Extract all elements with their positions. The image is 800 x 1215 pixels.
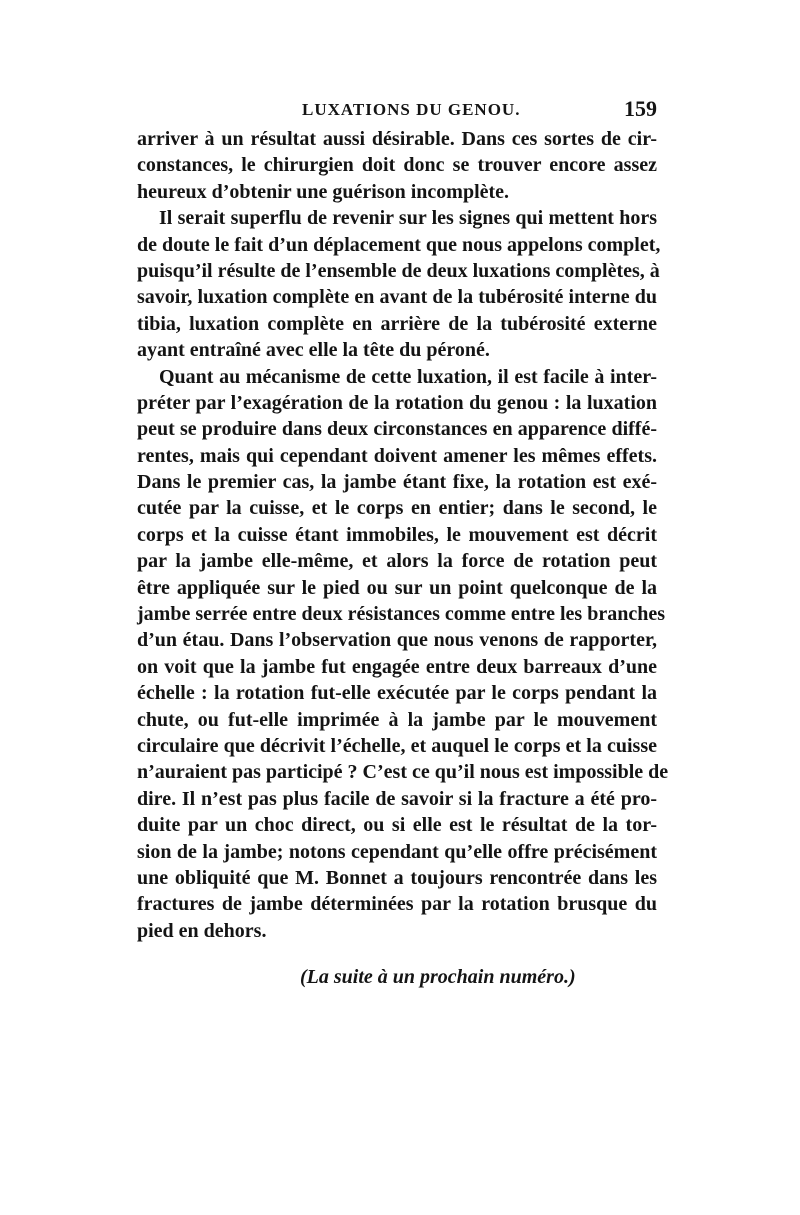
text-line: on voit que la jambe fut engagée entre deux barreaux d’une [137,655,657,678]
text-line: n’auraient pas participé ? C’est ce qu’il nous est impossible de [137,761,669,784]
text-line: jambe serrée entre deux résistances comme entre les branches [137,603,665,626]
text-line: fractures de jambe déterminées par la rotation brusque du [137,893,657,916]
text-line: savoir, luxation complète en avant de la tubérosité interne du [137,286,657,309]
text-line: par la jambe elle-même, et alors la force de rotation peut [137,550,657,573]
text-line: dire. Il n’est pas plus facile de savoir si la fracture a été pro- [137,787,657,810]
text-line: pied en dehors. [137,919,267,942]
paragraph [137,364,669,945]
text-line: constances, le chirurgien doit donc se trouver encore assez [137,154,657,177]
text-line: d’un étau. Dans l’observation que nous venons de rapporter, [137,629,657,652]
text-line: arriver à un résultat aussi désirable. Dans ces sortes de cir- [137,128,657,150]
body-text [137,126,669,944]
text-line: être appliquée sur le pied ou sur un point quelconque de la [137,576,657,599]
text-line: Quant au mécanisme de cette luxation, il est facile à inter- [159,365,657,388]
text-line: circulaire que décrivit l’échelle, et auquel le corps et la cuisse [137,734,657,757]
text-line: duite par un choc direct, ou si elle est le résultat de la tor- [137,814,657,837]
text-line: heureux d’obtenir une guérison incomplète. [137,180,510,203]
text-line: Dans le premier cas, la jambe étant fixe, la rotation est exé- [137,471,657,494]
text-line: cutée par la cuisse, et le corps en entier; dans le second, le [137,497,657,520]
paragraph [137,126,657,205]
text-line: échelle : la rotation fut-elle exécutée par le corps pendant la [137,682,657,705]
paragraph [137,205,661,363]
running-title: LUXATIONS DU GENOU. [302,100,521,119]
continuation-note: (La suite à un prochain numéro.) [300,966,576,988]
text-line: préter par l’exagération de la rotation du genou : la luxation [137,391,657,414]
text-line: tibia, luxation complète en arrière de la tubérosité externe [137,312,657,335]
text-line: chute, ou fut-elle imprimée à la jambe par le mouvement [137,708,657,731]
text-line: peut se produire dans deux circonstances en apparence diffé- [137,418,657,441]
text-line: puisqu’il résulte de l’ensemble de deux luxations complètes, à [137,259,660,282]
text-line: sion de la jambe; notons cependant qu’elle offre précisément [137,840,657,863]
page-header [137,96,657,126]
text-line: ayant entraîné avec elle la tête du péroné. [137,339,490,362]
text-line: rentes, mais qui cependant doivent amener les mêmes effets. [137,444,657,467]
page-number: 159 [624,96,657,121]
text-line: une obliquité que M. Bonnet a toujours rencontrée dans les [137,866,657,889]
text-line: de doute le fait d’un déplacement que nous appelons complet, [137,233,661,256]
text-line: Il serait superflu de revenir sur les signes qui mettent hors [159,207,657,230]
text-line: corps et la cuisse étant immobiles, le mouvement est décrit [137,523,657,546]
